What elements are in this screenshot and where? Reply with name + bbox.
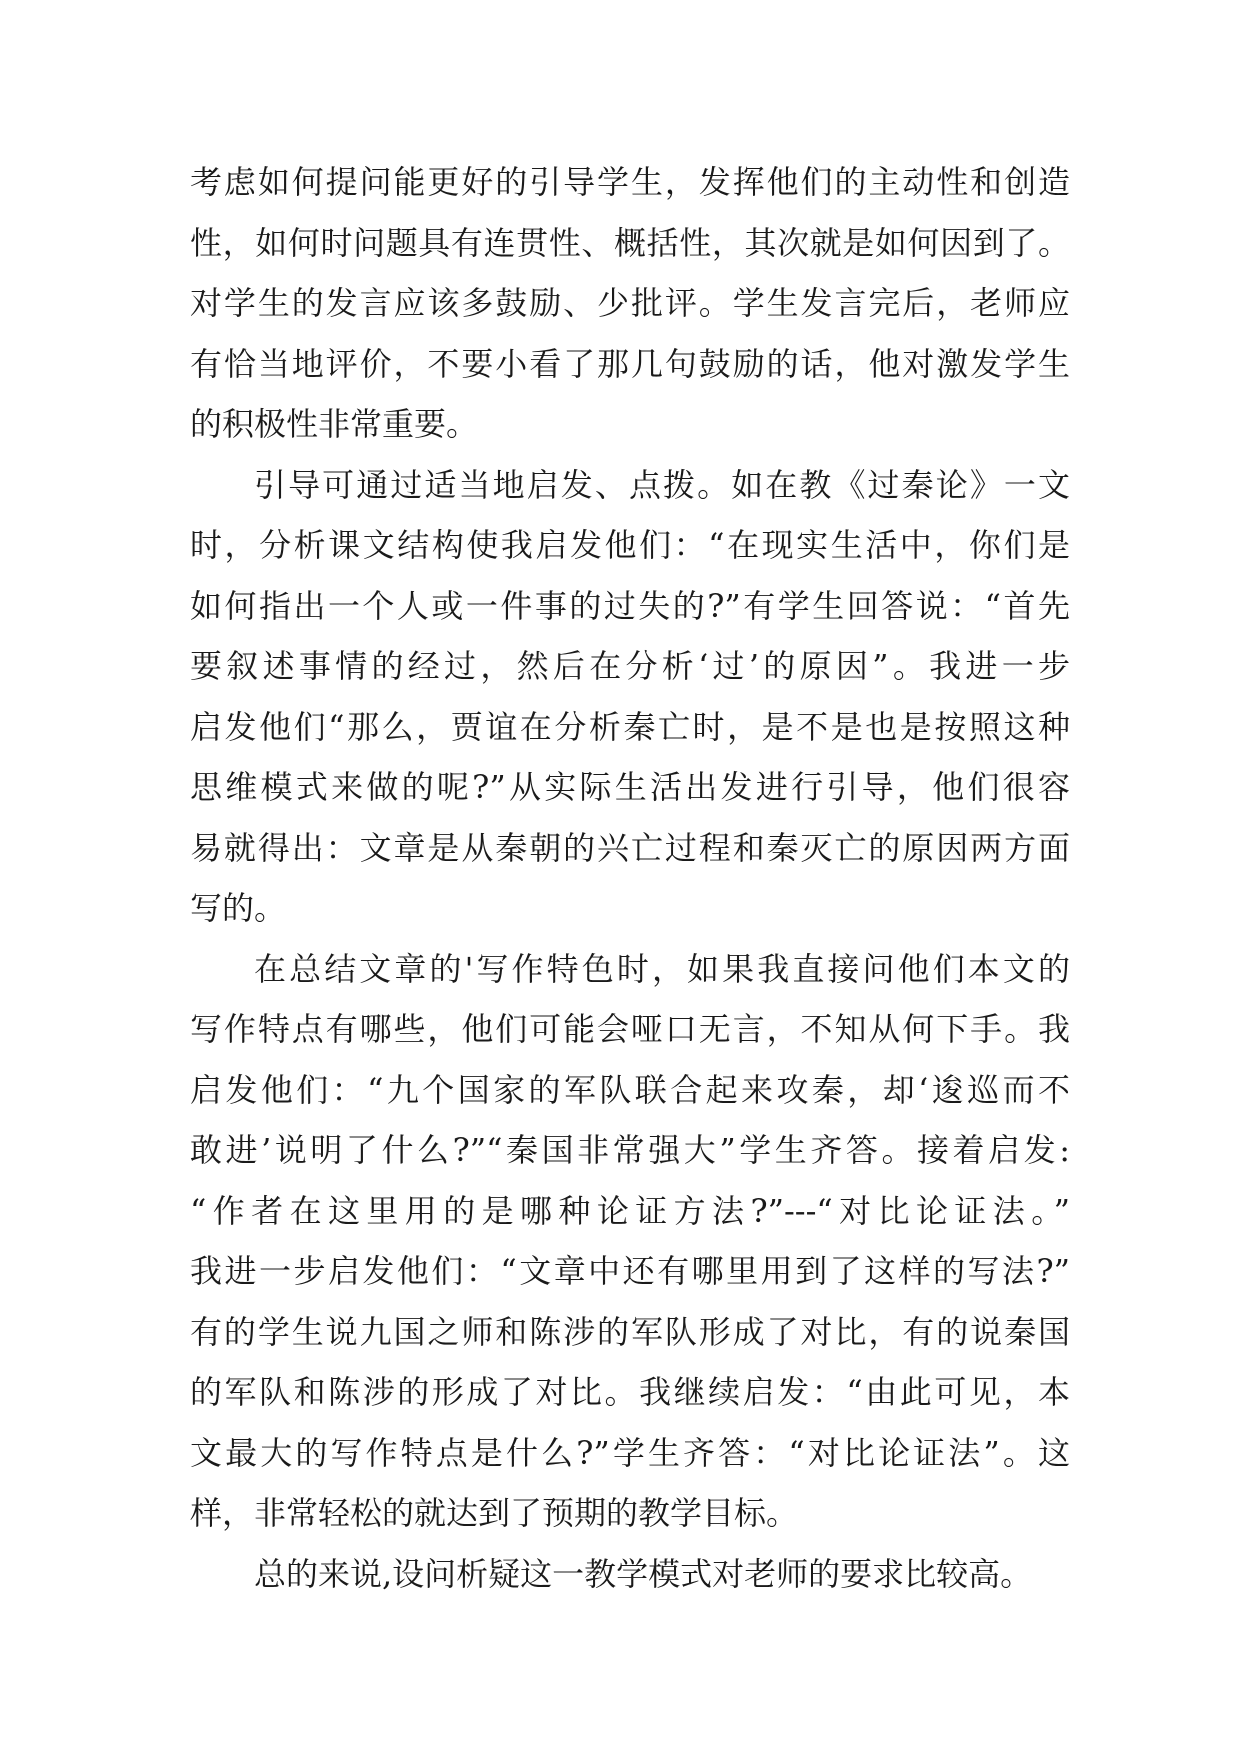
text-line: 在总结文章的'写作特色时，如果我直接问他们本文的: [254, 949, 1070, 988]
text-line: 总的来说,设问析疑这一教学模式对老师的要求比较高。: [254, 1554, 1033, 1593]
text-line: 易就得出：文章是从秦朝的兴亡过程和秦灭亡的原因两方面: [190, 828, 1070, 867]
text-line: 写作特点有哪些，他们可能会哑口无言，不知从何下手。我: [190, 1010, 1070, 1048]
document-body: [190, 152, 1070, 1604]
text-line: 性，如何时问题具有连贯性、概括性，其次就是如何因到了。: [190, 223, 1070, 262]
text-line: 思维模式来做的呢?”从实际生活出发进行引导，他们很容: [190, 768, 1070, 806]
text-line: 要叙述事情的经过，然后在分析‘过’的原因”。我进一步: [190, 647, 1070, 685]
text-line: 样，非常轻松的就达到了预期的教学目标。: [190, 1494, 799, 1532]
text-line: 考虑如何提问能更好的引导学生，发挥他们的主动性和创造: [190, 163, 1070, 201]
text-line: 启发他们：“九个国家的军队联合起来攻秦，却‘逡巡而不: [190, 1070, 1070, 1109]
text-line: 启发他们“那么，贾谊在分析秦亡时，是不是也是按照这种: [190, 707, 1070, 746]
text-line: 如何指出一个人或一件事的过失的?”有学生回答说：“首先: [190, 586, 1070, 625]
text-line: 时，分析课文结构使我启发他们：“在现实生活中，你们是: [190, 526, 1070, 564]
paragraph-1: [190, 152, 1070, 455]
text-line: 有的学生说九国之师和陈涉的军队形成了对比，有的说秦国: [190, 1312, 1070, 1351]
text-line: 的积极性非常重要。: [190, 405, 479, 443]
text-line: “作者在这里用的是哪种论证方法?”---“对比论证法。”: [190, 1191, 1070, 1230]
text-line: 引导可通过适当地启发、点拨。如在教《过秦论》一文: [254, 465, 1070, 504]
paragraph-3: [190, 939, 1070, 1544]
text-line: 敢进’说明了什么?”“秦国非常强大”学生齐答。接着启发:: [190, 1131, 1070, 1169]
text-line: 有恰当地评价，不要小看了那几句鼓励的话，他对激发学生: [190, 344, 1070, 383]
text-line: 我进一步启发他们：“文章中还有哪里用到了这样的写法?”: [190, 1252, 1070, 1290]
paragraph-2: [190, 455, 1070, 939]
text-line: 对学生的发言应该多鼓励、少批评。学生发言完后，老师应: [190, 284, 1070, 322]
text-line: 的军队和陈涉的形成了对比。我继续启发：“由此可见，本: [190, 1373, 1070, 1411]
text-line: 写的。: [190, 889, 287, 927]
text-line: 文最大的写作特点是什么?”学生齐答：“对比论证法”。这: [190, 1433, 1070, 1472]
paragraph-4: [190, 1544, 1070, 1605]
